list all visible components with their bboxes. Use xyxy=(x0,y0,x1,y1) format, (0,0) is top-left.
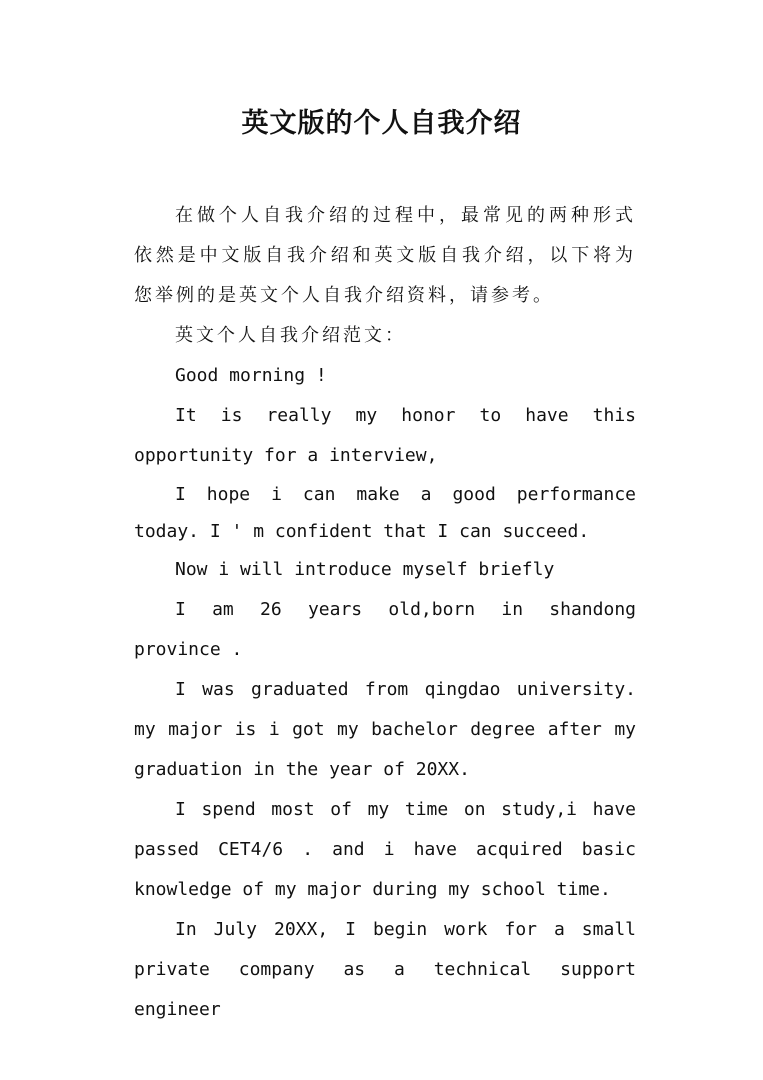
paragraph-introduce: Now i will introduce myself briefly xyxy=(175,559,555,580)
document-body xyxy=(134,196,636,1030)
paragraph-greeting: Good morning ! xyxy=(175,365,327,386)
paragraph-study: I spend most of my time on study,i have passed CET4/6 . and i have acquired basic knowledge of my major during my school time. xyxy=(134,799,636,900)
paragraph-education: I was graduated from qingdao university. my major is i got my bachelor degree after my graduation in the year of 20XX. xyxy=(134,679,636,780)
paragraph-age: I am 26 years old,born in shandong province . xyxy=(134,599,636,660)
document-title: 英文版的个人自我介绍 xyxy=(241,108,522,139)
paragraph-sample-heading: 英文个人自我介绍范文： xyxy=(175,325,406,346)
paragraph-honor: It is really my honor to have this opportunity for a interview, xyxy=(134,405,636,466)
paragraph-performance: I hope i can make a good performance today. I ' m confident that I can succeed. xyxy=(134,484,636,542)
paragraph-intro: 在做个人自我介绍的过程中，最常见的两种形式依然是中文版自我介绍和英文版自我介绍，以下将为您举例的是英文个人自我介绍资料，请参考。 xyxy=(134,205,636,306)
paragraph-work: In July 20XX, I begin work for a small private company as a technical support engineer xyxy=(134,919,636,1020)
